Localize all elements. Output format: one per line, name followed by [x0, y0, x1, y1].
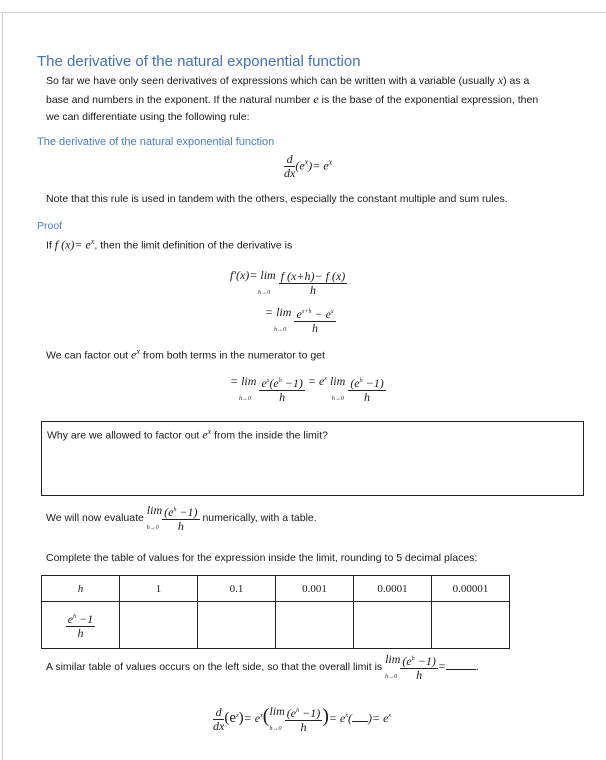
- similar-den: h: [416, 667, 423, 682]
- intro-var-e: e: [313, 91, 319, 106]
- table-expr-num-b: −1: [76, 611, 94, 626]
- rule-heading: The derivative of the natural exponential function: [37, 136, 275, 148]
- table-h-value-5: 0.00001: [432, 576, 510, 602]
- final-answer-blank[interactable]: [352, 721, 368, 722]
- final-num-exp: h: [296, 707, 300, 714]
- final-sub: h→0: [269, 726, 282, 732]
- factored-num-1-c: −1): [281, 375, 303, 390]
- final-lim: lim: [269, 704, 285, 718]
- evaluate-math: [147, 503, 200, 533]
- limit-num-2-a: e: [296, 306, 302, 321]
- factored-num-2-a: (e: [350, 375, 360, 390]
- proof-then: , then the limit definition of the derivative is: [94, 239, 293, 252]
- factored-sub-1: h→0: [239, 396, 251, 402]
- table-row-expression: [42, 602, 510, 649]
- similar-num-c: −1): [414, 653, 436, 668]
- evaluate-lim: lim: [146, 503, 163, 517]
- table-h-value-2: 0.1: [198, 576, 276, 602]
- evaluate-sub: h→0: [146, 525, 159, 531]
- similar-text: A similar table of values occurs on the left side, so that the overall limit is: [46, 661, 383, 673]
- final-p1-exp: x: [235, 712, 239, 719]
- final-big-paren-open: (: [262, 704, 270, 727]
- intro-text-2: base and numbers in the exponent. If the natural number: [46, 93, 311, 106]
- table-expr-num-exp: h: [73, 613, 77, 620]
- page-title: The derivative of the natural exponential function: [37, 53, 361, 70]
- evaluate-num-c: −1): [176, 504, 198, 519]
- limit-frac-1: [279, 270, 348, 297]
- final-frac: [285, 705, 322, 734]
- evaluate-end: numerically, with a table.: [202, 512, 317, 524]
- final-num: [285, 705, 322, 721]
- factored-num-1-exp: x: [266, 377, 270, 384]
- factored-num-1-b: (e: [269, 375, 279, 390]
- factor-text: [46, 347, 325, 363]
- rule-body: (e: [295, 158, 305, 173]
- similar-math: [385, 652, 479, 682]
- factored-mid: = e: [307, 374, 325, 388]
- factored-num-2-exp: h: [359, 377, 363, 384]
- final-eq3: = e: [371, 710, 389, 725]
- factored-num-2: [348, 375, 385, 391]
- evaluate-line: [46, 503, 317, 533]
- rule-d: d: [284, 153, 295, 167]
- intro-line-3: we can differentiate using the following rule:: [46, 111, 250, 123]
- factored-num-1: [259, 375, 304, 391]
- factor-math: e: [131, 347, 137, 362]
- limit-den-2: h: [312, 320, 319, 335]
- similar-num-a: (e: [402, 653, 412, 668]
- factored-eq: = lim: [230, 374, 257, 388]
- limit-den-1: h: [309, 282, 316, 297]
- similar-num: [400, 653, 437, 669]
- rule-exp: x: [304, 157, 309, 167]
- final-dx: dx: [213, 718, 225, 733]
- page-left-border: [2, 12, 3, 760]
- proof-heading: Proof: [37, 220, 63, 232]
- answer-box[interactable]: [41, 421, 584, 496]
- similar-num-exp: h: [411, 655, 415, 662]
- final-eq3-exp: x: [388, 712, 392, 719]
- final-p1: (e: [224, 709, 236, 726]
- final-eq1: = e: [243, 710, 261, 725]
- page-top-border: [0, 0, 606, 13]
- intro-paragraph: [46, 72, 576, 127]
- table-answer-cell-2[interactable]: [198, 602, 276, 649]
- limit-num-2: [294, 306, 335, 322]
- limit-num-2-b: − e: [311, 306, 331, 321]
- rule-eq-exp: x: [328, 157, 333, 167]
- table-expr-num: [66, 611, 95, 627]
- factored-den-2: h: [364, 389, 371, 404]
- question-text-b: from the inside the limit?: [214, 429, 328, 442]
- limit-num-1: f (x+h)− f (x): [280, 268, 346, 283]
- similar-line: [46, 652, 479, 682]
- factored-limit: [230, 374, 386, 404]
- factored-num-1-a: e: [261, 375, 267, 390]
- limit-num-2-b-exp: x: [330, 308, 334, 315]
- factored-num-2-c: −1): [362, 375, 384, 390]
- final-den: h: [300, 719, 307, 734]
- proof-if-exp: x: [90, 237, 95, 246]
- similar-sub: h→0: [385, 674, 398, 680]
- final-eq2: = e: [328, 710, 346, 725]
- proof-if: If: [46, 239, 52, 252]
- factored-frac-1: [259, 375, 304, 404]
- final-eq1-exp: x: [260, 712, 263, 719]
- final-num-a: (e: [286, 705, 297, 720]
- intro-var-x: x: [497, 73, 504, 87]
- rule-close: ): [308, 158, 313, 173]
- values-table: [41, 575, 510, 649]
- rule-eq: = e: [312, 158, 329, 173]
- limit-lhs: f′(x)= lim: [230, 268, 276, 282]
- intro-text-1: So far we have only seen derivatives of expressions which can be written with a variable (usually: [46, 75, 495, 87]
- table-expr-frac: [66, 611, 95, 640]
- final-result: [213, 704, 391, 734]
- table-instruction: Complete the table of values for the expression inside the limit, rounding to 5 decimal places:: [46, 552, 478, 564]
- table-row-h: [42, 576, 510, 602]
- factored-sub-2: h→0: [331, 396, 344, 402]
- question-text-a: Why are we allowed to factor out: [47, 429, 200, 442]
- table-expr-den: h: [77, 625, 84, 640]
- intro-line-1: [46, 72, 576, 91]
- similar-answer-blank[interactable]: [446, 669, 476, 670]
- evaluate-text: We will now evaluate: [46, 512, 144, 524]
- table-h-value-4: 0.0001: [354, 576, 432, 602]
- limit-def-line-1: [230, 268, 347, 298]
- factored-lim: lim: [326, 374, 346, 388]
- similar-end: .: [475, 658, 479, 673]
- intro-line-2: [46, 91, 576, 110]
- factored-frac-2: [348, 375, 385, 404]
- limit-eq-2: = lim: [265, 305, 292, 319]
- proof-if-math: f (x)= e: [54, 237, 91, 252]
- evaluate-num-a: (e: [164, 504, 174, 519]
- rule-dx: dx: [284, 166, 296, 180]
- final-p1-close: ): [238, 709, 244, 726]
- question-text: [47, 427, 328, 443]
- similar-lim: lim: [385, 652, 401, 666]
- final-ddx: [213, 706, 224, 733]
- table-answer-cell-5[interactable]: [432, 602, 510, 649]
- similar-eq: =: [437, 658, 446, 673]
- evaluate-num-exp: h: [173, 506, 177, 513]
- factor-exp: x: [136, 347, 140, 356]
- evaluate-frac: [162, 504, 199, 533]
- evaluate-num: [162, 504, 199, 520]
- final-eq2-exp: x: [345, 712, 348, 719]
- limit-frac-2: [294, 306, 335, 335]
- table-answer-cell-1[interactable]: [120, 602, 198, 649]
- table-h-value-3: 0.001: [276, 576, 354, 602]
- factor-text-a: We can factor out: [46, 349, 129, 362]
- table-head-h: h: [42, 576, 120, 602]
- factored-num-1-b-exp: h: [278, 377, 282, 384]
- question-exp: x: [207, 427, 212, 436]
- table-expr-num-a: e: [67, 611, 74, 626]
- limit-num-2-exp: x+h: [301, 308, 312, 315]
- intro-text-2-end: is the base of the exponential expression, then: [321, 93, 539, 106]
- similar-frac: [400, 653, 437, 682]
- evaluate-den: h: [177, 518, 184, 533]
- limit-def-line-2: [265, 305, 336, 335]
- final-d: d: [213, 706, 224, 720]
- factored-mid-exp: x: [324, 376, 327, 382]
- table-head-expression: [42, 602, 120, 649]
- intro-text-1-end: ) as a: [503, 75, 530, 87]
- table-answer-cell-3[interactable]: [276, 602, 354, 649]
- final-num-c: −1): [299, 705, 321, 720]
- final-paren-open: (: [347, 710, 352, 725]
- final-paren-close: ): [367, 710, 372, 725]
- final-big-paren-close: ): [322, 704, 329, 727]
- table-answer-cell-4[interactable]: [354, 602, 432, 649]
- table-h-value-1: 1: [120, 576, 198, 602]
- factored-den-1: h: [279, 389, 286, 404]
- factor-text-b: from both terms in the numerator to get: [142, 349, 325, 362]
- proof-intro: [46, 237, 292, 253]
- limit-sub-2: h→0: [274, 327, 286, 333]
- limit-sub-1: h→0: [258, 290, 270, 296]
- rule-ddx: [284, 153, 295, 180]
- note-text: Note that this rule is used in tandem with the others, especially the constant multiple and sum rules.: [46, 193, 508, 205]
- rule-formula: [284, 153, 332, 180]
- question-math: e: [202, 427, 208, 442]
